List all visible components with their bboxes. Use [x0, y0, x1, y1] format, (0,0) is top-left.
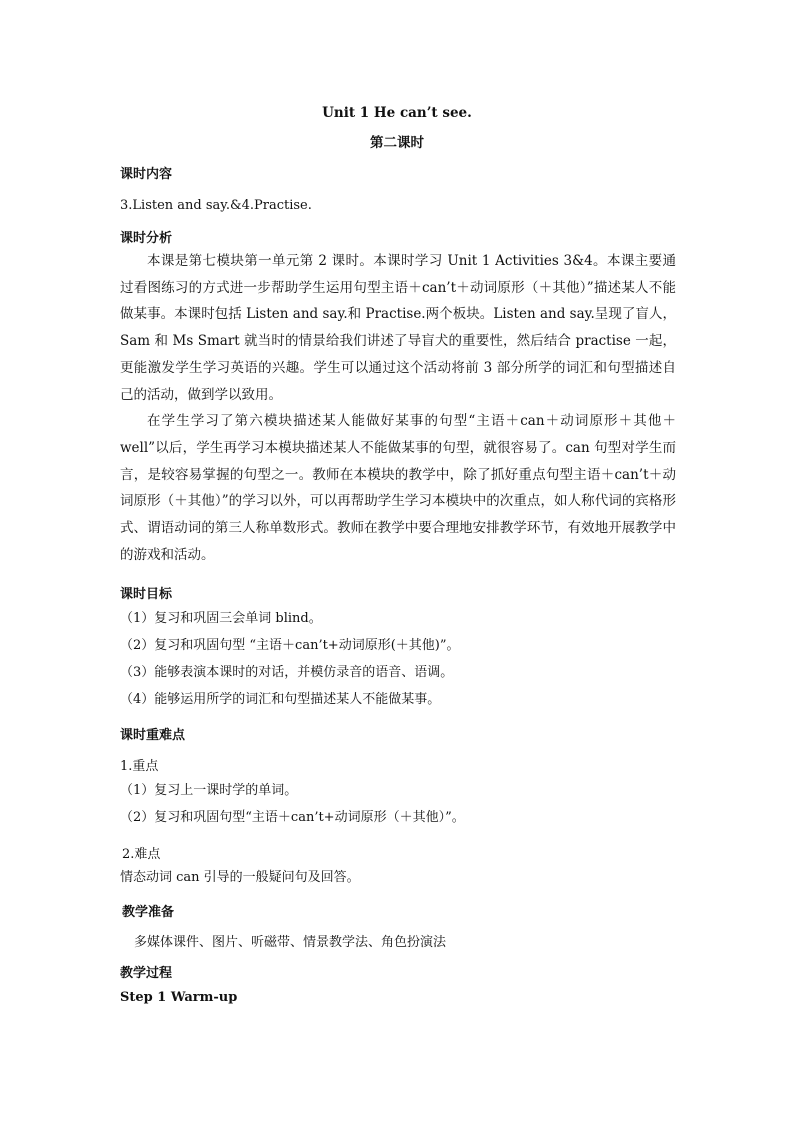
analysis-paragraph-1: 本课是第七模块第一单元第 2 课时。本课时学习 Unit 1 Activities 3&4。本课主要通过看图练习的方式进一步帮助学生运用句型主语＋can’t＋动词原形（＋其他）”描述某人不能做某事。本课时包括 Listen and say.和 Practise.两个板块。Listen and say.呈现了盲人，Sam 和 Ms Smart 就当时的情景给我们讲述了导盲犬的重要性，然后结合 practise 一起，更能激发学生学习英语的兴趣。学生可以通过这个活动将前 3 部分所学的词汇和句型描述自己的活动，做到学以致用。: [120, 253, 676, 403]
key-item: （2）复习和巩固句型“主语＋can’t+动词原形（＋其他）”。: [120, 810, 465, 825]
preparation-heading: 教学准备: [122, 905, 175, 920]
document-title: Unit 1 He can’t see.: [322, 105, 472, 121]
key-label: 1.重点: [120, 759, 159, 774]
content-heading: 课时内容: [120, 167, 173, 182]
step-heading: Step 1 Warm-up: [120, 990, 238, 1005]
objectives-heading: 课时目标: [120, 587, 173, 602]
key-points-heading: 课时重难点: [120, 728, 186, 743]
analysis-paragraph-2: 在学生学习了第六模块描述某人能做好某事的句型“主语＋can＋动词原形＋其他＋well”以后，学生再学习本模块描述某人不能做某事的句型，就很容易了。can 句型对学生而言，是较容易掌握的句型之一。教师在本模块的教学中，除了抓好重点句型主语＋can’t＋动词原形（＋其他）”的学习以外，可以再帮助学生学习本模块中的次重点，如人称代词的宾格形式、谓语动词的第三人称单数形式。教师在教学中要合理地安排教学环节，有效地开展教学中的游戏和活动。: [120, 413, 676, 563]
objective-item: （3）能够表演本课时的对话，并模仿录音的语音、语调。: [120, 665, 454, 680]
difficult-label: 2.难点: [122, 847, 161, 862]
preparation-text: 多媒体课件、图片、听磁带、情景教学法、角色扮演法: [134, 935, 447, 950]
difficult-text: 情态动词 can 引导的一般疑问句及回答。: [120, 870, 360, 885]
content-text: 3.Listen and say.&4.Practise.: [120, 198, 312, 213]
objective-item: （2）复习和巩固句型 “主语＋can’t+动词原形(＋其他)”。: [120, 638, 460, 653]
lesson-subtitle: 第二课时: [370, 135, 424, 151]
objective-item: （4）能够运用所学的词汇和句型描述某人不能做某事。: [120, 692, 441, 707]
analysis-heading: 课时分析: [120, 231, 173, 246]
objective-item: （1）复习和巩固三会单词 blind。: [120, 611, 322, 626]
process-heading: 教学过程: [120, 966, 173, 981]
analysis-body: [120, 248, 676, 568]
key-item: （1）复习上一课时学的单词。: [120, 783, 298, 798]
